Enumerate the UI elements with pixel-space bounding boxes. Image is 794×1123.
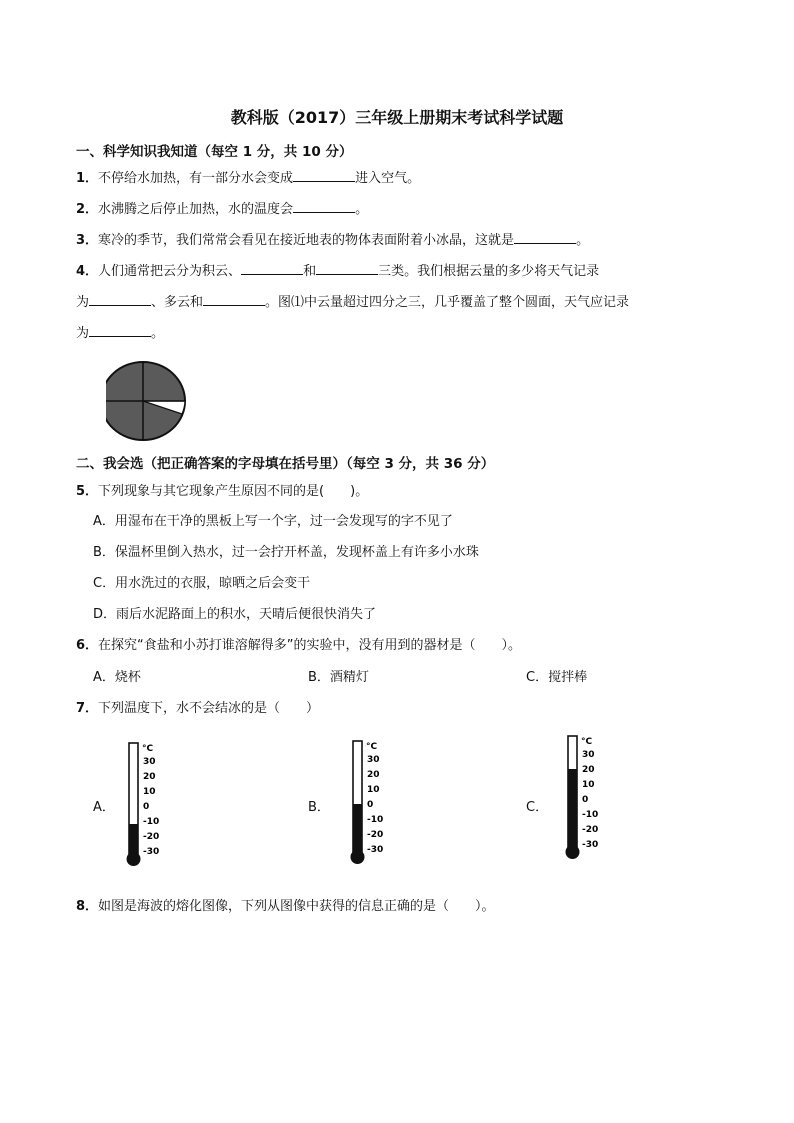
option-c[interactable]: C．用水洗过的衣服，晾晒之后会变干 [93, 576, 311, 591]
unit-label: °C [581, 737, 593, 747]
question-number: 2． [76, 202, 99, 217]
question-number: 7． [76, 701, 99, 716]
question-text: 下列温度下，水不会结冰的是（ ） [98, 701, 320, 716]
mercury-column [568, 769, 577, 848]
page-title: 教科版（2017）三年级上册期末考试科学试题 [230, 108, 564, 127]
thermometer-option-c-label[interactable]: C． [526, 800, 549, 815]
question-6 [76, 634, 521, 653]
tick-label: -30 [367, 845, 384, 855]
thermometer-option-a-label[interactable]: A． [93, 800, 115, 815]
question-text: 水沸腾之后停止加热，水的温度会 [98, 202, 294, 217]
question-8 [76, 895, 495, 914]
option-c[interactable]: C．搅拌棒 [526, 670, 588, 685]
question-text: 。 [151, 326, 165, 341]
question-text: 在探究“食盐和小苏打谁溶解得多”的实验中，没有用到的器材是（ ）。 [98, 638, 522, 653]
option-a[interactable]: A．烧杯 [93, 670, 141, 685]
question-number: 1． [76, 171, 99, 186]
question-text: 、多云和 [151, 295, 204, 310]
tick-label: 10 [367, 785, 380, 795]
thermometer-bulb [127, 852, 141, 866]
question-4-line-1 [76, 260, 599, 279]
tick-label: -10 [143, 817, 160, 827]
cloud-cover-figure [98, 360, 190, 444]
answer-blank[interactable] [293, 169, 355, 182]
tick-label: -10 [367, 815, 384, 825]
tick-label: -20 [367, 830, 384, 840]
answer-blank[interactable] [89, 324, 151, 337]
question-text: 。图⑴中云量超过四分之三，几乎覆盖了整个圆面，天气应记录 [265, 295, 630, 310]
tick-label: 20 [143, 772, 156, 782]
answer-blank[interactable] [241, 262, 303, 275]
question-number: 8． [76, 899, 99, 914]
tick-label: 10 [582, 780, 595, 790]
option-d[interactable]: D．雨后水泥路面上的积水，天晴后便很快消失了 [93, 607, 377, 622]
tick-label: 0 [367, 800, 374, 810]
thermometer-bulb [566, 845, 580, 859]
section-2-heading: 二、我会选（把正确答案的字母填在括号里）（每空 3 分，共 36 分） [76, 456, 495, 472]
unit-label: °C [366, 742, 378, 752]
tick-label: -30 [143, 847, 160, 857]
tick-label: 20 [582, 765, 595, 775]
question-text: 。 [355, 202, 369, 217]
tick-label: 30 [367, 755, 380, 765]
unit-label: °C [142, 744, 154, 754]
tick-label: -20 [143, 832, 160, 842]
answer-blank[interactable] [203, 293, 265, 306]
thermometer-c [563, 732, 613, 862]
question-text: 寒冷的季节，我们常常会看见在接近地表的物体表面附着小冰晶，这就是 [98, 233, 515, 248]
section-1-heading: 一、科学知识我知道（每空 1 分，共 10 分） [76, 144, 353, 160]
answer-blank[interactable] [293, 200, 355, 213]
question-text: 人们通常把云分为积云、 [98, 264, 242, 279]
question-number: 4． [76, 264, 99, 279]
tick-label: 0 [143, 802, 150, 812]
option-b[interactable]: B．保温杯里倒入热水，过一会拧开杯盖，发现杯盖上有许多小水珠 [93, 545, 479, 560]
question-number: 5． [76, 484, 99, 499]
question-5 [76, 480, 368, 499]
tick-label: 0 [582, 795, 589, 805]
question-text: 如图是海波的熔化图像，下列从图像中获得的信息正确的是（ ）。 [98, 899, 495, 914]
answer-blank[interactable] [89, 293, 151, 306]
option-b[interactable]: B．酒精灯 [308, 670, 369, 685]
question-2 [76, 198, 368, 217]
tick-label: 30 [582, 750, 595, 760]
question-text: 进入空气。 [355, 171, 421, 186]
mercury-column [353, 804, 362, 853]
question-7 [76, 697, 319, 716]
tick-label: -10 [582, 810, 599, 820]
answer-blank[interactable] [514, 231, 576, 244]
thermometer-option-b-label[interactable]: B． [308, 800, 330, 815]
thermometer-b [348, 738, 398, 868]
tick-label: 10 [143, 787, 156, 797]
question-text: 和 [303, 264, 317, 279]
question-text: 为 [76, 326, 90, 341]
question-text: 为 [76, 295, 90, 310]
question-number: 6． [76, 638, 99, 653]
option-a[interactable]: A．用湿布在干净的黑板上写一个字，过一会发现写的字不见了 [93, 514, 453, 529]
question-text: 下列现象与其它现象产生原因不同的是( )。 [98, 484, 369, 499]
tick-label: -30 [582, 840, 599, 850]
question-text: 。 [576, 233, 590, 248]
question-number: 3． [76, 233, 99, 248]
tick-label: -20 [582, 825, 599, 835]
tick-label: 20 [367, 770, 380, 780]
thermometer-a [124, 738, 174, 868]
mercury-column [129, 824, 138, 855]
question-4-line-3 [76, 322, 164, 341]
thermometer-bulb [351, 850, 365, 864]
answer-blank[interactable] [316, 262, 378, 275]
tick-label: 30 [143, 757, 156, 767]
question-4-line-2 [76, 291, 629, 310]
question-text: 三类。我们根据云量的多少将天气记录 [378, 264, 600, 279]
question-text: 不停给水加热，有一部分水会变成 [98, 171, 294, 186]
question-1 [76, 167, 420, 186]
question-3 [76, 229, 589, 248]
